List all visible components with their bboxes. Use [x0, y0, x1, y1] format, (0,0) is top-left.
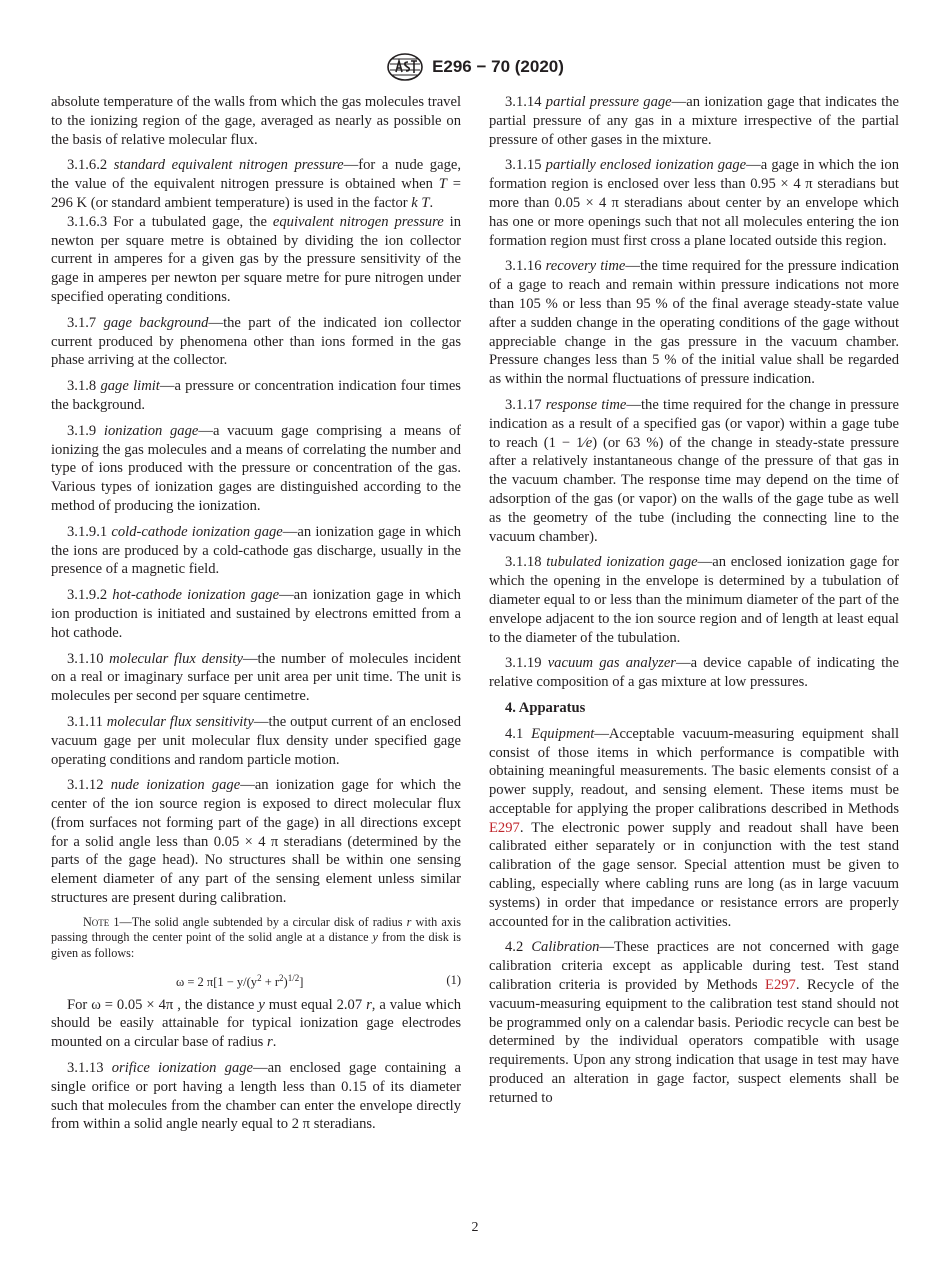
definition-3-1-10: 3.1.10 molecular flux density—the number of molecules incident on a real or imaginary surface per unit area per unit time. The unit is molecules per second per square centimetre.	[51, 650, 461, 705]
section-heading-apparatus: 4. Apparatus	[505, 699, 586, 716]
definition-3-1-19: 3.1.19 vacuum gas analyzer—a device capable of indicating the relative composition of a gas mixture at low pressures.	[489, 655, 899, 691]
definition-3-1-18: 3.1.18 tubulated ionization gage—an enclosed ionization gage for which the opening in the envelope is determined by a tubulation of diameter equal to or less than the minimum diameter of the part of the envelope adjacent to the ion source region and of length at least equal to the diameter of the tubulation.	[489, 554, 899, 646]
definition-3-1-9-1: 3.1.9.1 cold-cathode ionization gage—an ionization gage in which the ions are produced by a cold-cathode gas discharge, usually in the presence of a magnetic field.	[51, 523, 461, 578]
left-column	[51, 93, 461, 1141]
definition-3-1-13: 3.1.13 orifice ionization gage—an enclosed gage containing a single orifice or port having a length less than 0.15 of its diameter such that molecules from the chamber can enter the envelope directly from within a solid angle nearly equal to 2 π steradians.	[51, 1060, 461, 1133]
clause-4-2: 4.2 Calibration—These practices are not concerned with gage calibration criteria except as applicable during test. Test stand calibration criteria is provided by Methods E297. Recycle of the vacuum-measuring equipment to the calibration test stand should not be programmed only on a calendar basis. Periodic recycle can best be determined by the individual operators compatible with usage requirements. Upon any strong indication that usage in test may have produced an alteration in gage factor, suspect elements shall be returned to	[489, 939, 900, 1106]
equation-number: (1)	[446, 972, 461, 987]
definition-3-1-6-3: 3.1.6.3 For a tubulated gage, the equivalent nitrogen pressure in newton per square metre is obtained by dividing the ion collector current in amperes for a given gas by the pressure sensitivity of the gage in amperes per newton per square metre for pure nitrogen under specified operating conditions.	[51, 213, 461, 305]
paragraph: For ω = 0.05 × 4π , the distance y must equal 2.07 r, a value which should be easily attainable for typical ionization gage electrodes mounted on a circular base of radius r.	[51, 996, 461, 1051]
page-number: 2	[471, 1220, 479, 1235]
definition-3-1-7: 3.1.7 gage background—the part of the indicated ion collector current produced by phenomena other than ions formed in the gas phase arriving at the collector.	[51, 314, 461, 369]
equation-body: ω = 2 $\pi[1 - y/(y^2 + r^2)^{1/2}]$	[176, 972, 304, 989]
definition-3-1-9-2: 3.1.9.2 hot-cathode ionization gage—an ionization gage in which ion production is initiated and sustained by electrons emitted from a hot cathode.	[51, 587, 461, 641]
equation-1	[51, 969, 461, 992]
paragraph: absolute temperature of the walls from which the gas molecules travel to the ionizing region of the gage, averaged as nearly as possible on the basis of relative molecular flux.	[51, 94, 461, 148]
definition-3-1-9: 3.1.9 ionization gage—a vacuum gage comprising a means of ionizing the gas molecules and a means of correlating the number and type of ions produced with the pressure or concentration of the gas. Various types of ionization gages are distinguished according to the method of producing the ionization.	[51, 422, 462, 514]
definition-3-1-8: 3.1.8 gage limit—a pressure or concentration indication four times the background.	[51, 378, 461, 413]
definition-3-1-15: 3.1.15 partially enclosed ionization gage—a gage in which the ion formation region is enclosed over less than 0.95 × 4 π steradians but more than 0.05 × 4 π steradians about center by an envelope which has one or more openings such that not all molecules entering the ion formation region must first cross a plane located outside this region.	[489, 157, 899, 249]
reference-link-e297[interactable]: E297	[489, 819, 520, 836]
note-1: Note 1—The solid angle subtended by a circular disk of radius r with axis passing through the center point of the solid angle at a distance y from the disk is given as follows:	[51, 914, 461, 961]
right-column	[489, 93, 899, 1115]
astm-logo-icon	[386, 52, 424, 82]
definition-3-1-12: 3.1.12 nude ionization gage—an ionization gage for which the center of the ion source region is exposed to direct molecular flux (from surfaces not forming part of the gage) in all directions except for a solid angle less than 0.05 × 4 π steradians (determined by the parts of the gage head). No structures shall be within one sensing element diameter of any part of the sensing element unless similar structures are present during calibration.	[51, 777, 462, 907]
reference-link-e297[interactable]: E297	[765, 977, 796, 994]
definition-3-1-17: 3.1.17 response time—the time required for the change in pressure indication as a result of a specified gas (or vapor) within a gage tube to reach (1 − 1⁄e) (or 63 %) of the change in steady-state pressure after a relatively instantaneous change of the pressure of that gas in the vacuum chamber. The response time may depend on the time of adsorption of the gas (or vapor) on the walls of the gage tube as well as the geometry of the tube (including the connecting line to the vacuum chamber).	[489, 396, 900, 545]
definition-3-1-16: 3.1.16 recovery time—the time required for the pressure indication of a gage to reach and remain within pressure indications not more than 105 % or less than 95 % of the final average steady-state value after a sudden change in the operating conditions of the gage without appreciable change in the gas pressure in the vacuum chamber. Pressure changes less than 5 % of the initial value shall be regarded as within the normal fluctuations of pressure indication.	[489, 258, 899, 388]
page-header	[0, 52, 950, 82]
clause-4-1: 4.1 Equipment—Acceptable vacuum-measuring equipment shall consist of those items in which performance is compatible with obtaining meaningful measurements. The basic elements consist of a power supply, readout, and sensing element. These items must be acceptable for applying the proper calibrations described in Methods E297. The electronic power supply and readout shall have been calibrated either separately or in conjunction with the test stand calibration of the gage sensor. Special attention must be given to cabling, especially where cabling runs are long (as in large vacuum systems) in order that impedance or resistance errors are properly accounted for in the calibration activities.	[489, 725, 899, 930]
document-designation: E296 − 70 (2020)	[432, 57, 564, 76]
definition-3-1-6-2: 3.1.6.2 standard equivalent nitrogen pressure—for a nude gage, the value of the equivalent nitrogen pressure is obtained when T = 296 K (or standard ambient temperature) is used in the factor k T.	[51, 157, 461, 211]
definition-3-1-14: 3.1.14 partial pressure gage—an ionization gage that indicates the partial pressure of any gas in a mixture irrespective of the partial pressure of other gases in the mixture.	[489, 94, 899, 148]
definition-3-1-11: 3.1.11 molecular flux sensitivity—the output current of an enclosed vacuum gage per unit molecular flux density under specified gage operating conditions and random particle motion.	[51, 713, 461, 768]
